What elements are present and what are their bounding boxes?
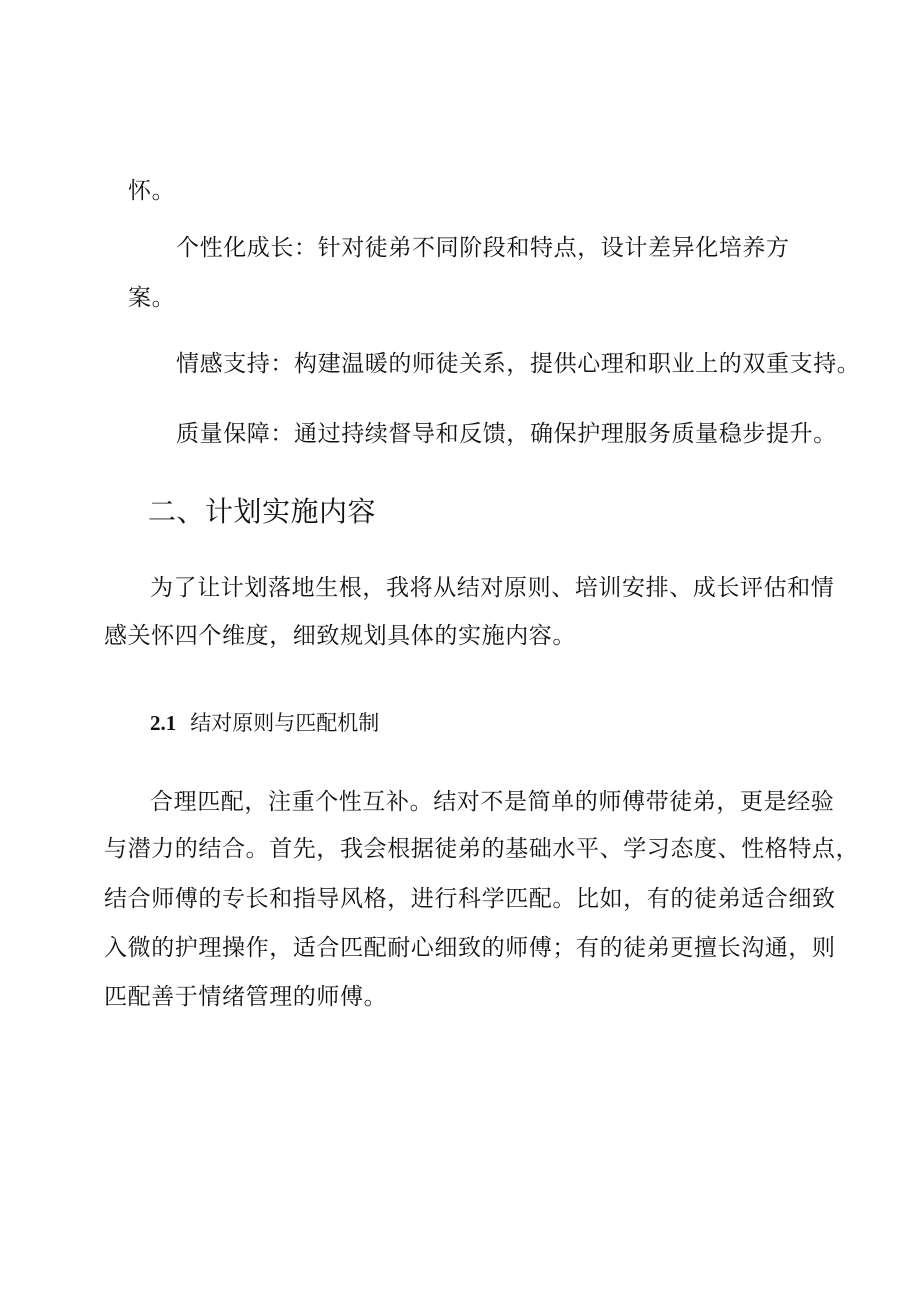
paragraph-line: 质量保障：通过持续督导和反馈，确保护理服务质量稳步提升。 [176, 421, 837, 447]
paragraph-line: 合理匹配，注重个性互补。结对不是简单的师傅带徒弟，更是经验 [150, 789, 835, 815]
paragraph-line: 入微的护理操作，适合匹配耐心细致的师傅；有的徒弟更擅长沟通，则 [104, 935, 836, 961]
paragraph-line: 结合师傅的专长和指导风格，进行科学匹配。比如，有的徒弟适合细致 [104, 886, 836, 912]
subsection-number: 2.1 [150, 711, 177, 735]
paragraph-line: 感关怀四个维度，细致规划具体的实施内容。 [104, 623, 576, 649]
paragraph-line: 案。 [128, 285, 176, 311]
paragraph-line: 情感支持：构建温暖的师徒关系，提供心理和职业上的双重支持。 [176, 351, 861, 377]
paragraph-line: 为了让计划落地生根，我将从结对原则、培训安排、成长评估和情 [150, 575, 835, 601]
paragraph-line: 与潜力的结合。首先，我会根据徒弟的基础水平、学习态度、性格特点， [104, 836, 860, 862]
section-heading: 二、计划实施内容 [148, 495, 377, 528]
subsection-title: 结对原则与匹配机制 [190, 711, 380, 735]
paragraph-line: 匹配善于情绪管理的师傅。 [104, 984, 388, 1010]
paragraph-line: 个性化成长：针对徒弟不同阶段和特点，设计差异化培养方 [176, 235, 790, 261]
paragraph-line: 怀。 [128, 178, 176, 204]
subsection-heading [150, 709, 379, 737]
